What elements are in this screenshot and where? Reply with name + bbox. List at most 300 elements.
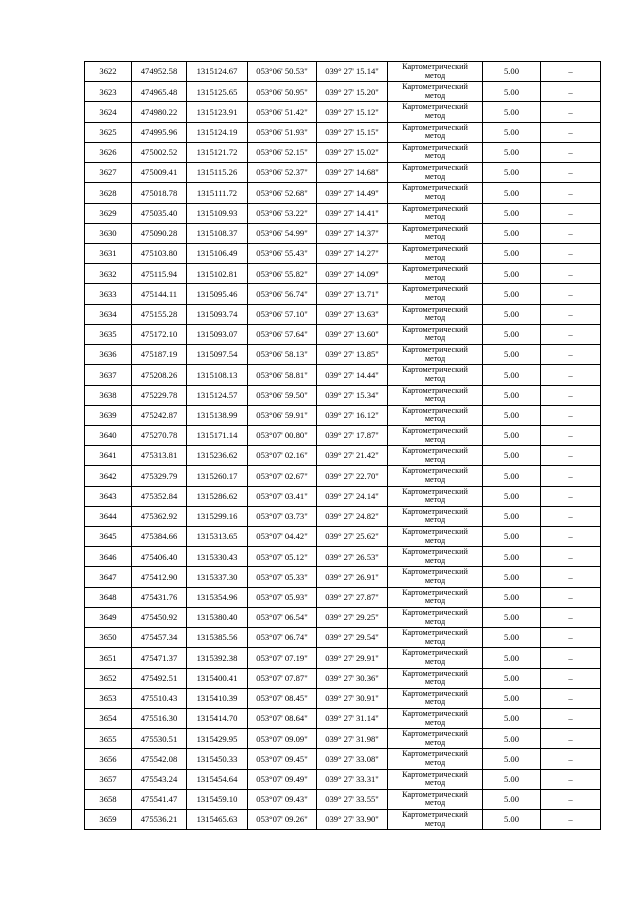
- x-coordinate-cell: 474980.22: [132, 102, 187, 122]
- note-cell: –: [541, 587, 601, 607]
- method-cell: Картометрический метод: [388, 345, 483, 365]
- latitude-cell: 053°07' 07.87": [248, 668, 317, 688]
- longitude-cell: 039° 27' 15.02": [317, 142, 388, 162]
- x-coordinate-cell: 475542.08: [132, 749, 187, 769]
- x-coordinate-cell: 475155.28: [132, 304, 187, 324]
- longitude-cell: 039° 27' 14.41": [317, 203, 388, 223]
- note-cell: –: [541, 203, 601, 223]
- accuracy-cell: 5.00: [483, 648, 541, 668]
- table-row: [85, 163, 601, 183]
- latitude-cell: 053°07' 05.93": [248, 587, 317, 607]
- table-row: [85, 102, 601, 122]
- latitude-cell: 053°06' 58.13": [248, 345, 317, 365]
- accuracy-cell: 5.00: [483, 425, 541, 445]
- point-number-cell: 3635: [85, 324, 132, 344]
- table-row: [85, 405, 601, 425]
- table-row: [85, 183, 601, 203]
- y-coordinate-cell: 1315429.95: [187, 729, 248, 749]
- point-number-cell: 3633: [85, 284, 132, 304]
- method-cell: Картометрический метод: [388, 62, 483, 82]
- y-coordinate-cell: 1315171.14: [187, 425, 248, 445]
- accuracy-cell: 5.00: [483, 62, 541, 82]
- point-number-cell: 3643: [85, 486, 132, 506]
- accuracy-cell: 5.00: [483, 587, 541, 607]
- x-coordinate-cell: 474952.58: [132, 62, 187, 82]
- note-cell: –: [541, 648, 601, 668]
- x-coordinate-cell: 475362.92: [132, 506, 187, 526]
- x-coordinate-cell: 475450.92: [132, 607, 187, 627]
- x-coordinate-cell: 475208.26: [132, 365, 187, 385]
- point-number-cell: 3632: [85, 264, 132, 284]
- y-coordinate-cell: 1315111.72: [187, 183, 248, 203]
- table-row: [85, 648, 601, 668]
- longitude-cell: 039° 27' 17.87": [317, 425, 388, 445]
- point-number-cell: 3659: [85, 810, 132, 830]
- point-number-cell: 3637: [85, 365, 132, 385]
- y-coordinate-cell: 1315260.17: [187, 466, 248, 486]
- accuracy-cell: 5.00: [483, 769, 541, 789]
- note-cell: –: [541, 385, 601, 405]
- longitude-cell: 039° 27' 33.90": [317, 810, 388, 830]
- latitude-cell: 053°07' 09.45": [248, 749, 317, 769]
- y-coordinate-cell: 1315108.37: [187, 223, 248, 243]
- method-cell: Картометрический метод: [388, 709, 483, 729]
- y-coordinate-cell: 1315392.38: [187, 648, 248, 668]
- method-cell: Картометрический метод: [388, 203, 483, 223]
- accuracy-cell: 5.00: [483, 163, 541, 183]
- method-cell: Картометрический метод: [388, 607, 483, 627]
- note-cell: –: [541, 688, 601, 708]
- longitude-cell: 039° 27' 29.54": [317, 628, 388, 648]
- latitude-cell: 053°06' 57.64": [248, 324, 317, 344]
- longitude-cell: 039° 27' 24.82": [317, 506, 388, 526]
- latitude-cell: 053°07' 09.26": [248, 810, 317, 830]
- x-coordinate-cell: 475541.47: [132, 789, 187, 809]
- x-coordinate-cell: 475471.37: [132, 648, 187, 668]
- table-row: [85, 385, 601, 405]
- point-number-cell: 3640: [85, 425, 132, 445]
- method-cell: Картометрический метод: [388, 729, 483, 749]
- table-row: [85, 607, 601, 627]
- accuracy-cell: 5.00: [483, 567, 541, 587]
- longitude-cell: 039° 27' 14.27": [317, 243, 388, 263]
- accuracy-cell: 5.00: [483, 324, 541, 344]
- table-row: [85, 264, 601, 284]
- table-row: [85, 345, 601, 365]
- latitude-cell: 053°06' 52.15": [248, 142, 317, 162]
- note-cell: –: [541, 284, 601, 304]
- note-cell: –: [541, 82, 601, 102]
- latitude-cell: 053°07' 09.43": [248, 789, 317, 809]
- y-coordinate-cell: 1315093.74: [187, 304, 248, 324]
- x-coordinate-cell: 475492.51: [132, 668, 187, 688]
- accuracy-cell: 5.00: [483, 203, 541, 223]
- longitude-cell: 039° 27' 16.12": [317, 405, 388, 425]
- latitude-cell: 053°07' 04.42": [248, 527, 317, 547]
- longitude-cell: 039° 27' 33.55": [317, 789, 388, 809]
- y-coordinate-cell: 1315115.26: [187, 163, 248, 183]
- table-row: [85, 223, 601, 243]
- x-coordinate-cell: 475412.90: [132, 567, 187, 587]
- note-cell: –: [541, 223, 601, 243]
- method-cell: Картометрический метод: [388, 810, 483, 830]
- point-number-cell: 3652: [85, 668, 132, 688]
- y-coordinate-cell: 1315354.96: [187, 587, 248, 607]
- note-cell: –: [541, 62, 601, 82]
- point-number-cell: 3625: [85, 122, 132, 142]
- method-cell: Картометрический метод: [388, 142, 483, 162]
- y-coordinate-cell: 1315454.64: [187, 769, 248, 789]
- y-coordinate-cell: 1315330.43: [187, 547, 248, 567]
- table-row: [85, 527, 601, 547]
- note-cell: –: [541, 163, 601, 183]
- y-coordinate-cell: 1315400.41: [187, 668, 248, 688]
- point-number-cell: 3657: [85, 769, 132, 789]
- longitude-cell: 039° 27' 13.60": [317, 324, 388, 344]
- longitude-cell: 039° 27' 14.44": [317, 365, 388, 385]
- note-cell: –: [541, 607, 601, 627]
- method-cell: Картометрический метод: [388, 304, 483, 324]
- latitude-cell: 053°06' 54.99": [248, 223, 317, 243]
- y-coordinate-cell: 1315102.81: [187, 264, 248, 284]
- point-number-cell: 3624: [85, 102, 132, 122]
- table-row: [85, 506, 601, 526]
- latitude-cell: 053°06' 53.22": [248, 203, 317, 223]
- longitude-cell: 039° 27' 13.85": [317, 345, 388, 365]
- x-coordinate-cell: 475242.87: [132, 405, 187, 425]
- point-number-cell: 3646: [85, 547, 132, 567]
- point-number-cell: 3649: [85, 607, 132, 627]
- accuracy-cell: 5.00: [483, 527, 541, 547]
- latitude-cell: 053°06' 51.93": [248, 122, 317, 142]
- y-coordinate-cell: 1315236.62: [187, 446, 248, 466]
- accuracy-cell: 5.00: [483, 668, 541, 688]
- table-body: [85, 62, 601, 830]
- y-coordinate-cell: 1315414.70: [187, 709, 248, 729]
- latitude-cell: 053°07' 08.45": [248, 688, 317, 708]
- point-number-cell: 3658: [85, 789, 132, 809]
- point-number-cell: 3651: [85, 648, 132, 668]
- latitude-cell: 053°07' 03.41": [248, 486, 317, 506]
- table-row: [85, 810, 601, 830]
- note-cell: –: [541, 506, 601, 526]
- table-row: [85, 668, 601, 688]
- table-row: [85, 729, 601, 749]
- accuracy-cell: 5.00: [483, 688, 541, 708]
- method-cell: Картометрический метод: [388, 122, 483, 142]
- point-number-cell: 3641: [85, 446, 132, 466]
- y-coordinate-cell: 1315093.07: [187, 324, 248, 344]
- latitude-cell: 053°07' 05.12": [248, 547, 317, 567]
- point-number-cell: 3656: [85, 749, 132, 769]
- longitude-cell: 039° 27' 14.49": [317, 183, 388, 203]
- accuracy-cell: 5.00: [483, 486, 541, 506]
- x-coordinate-cell: 475510.43: [132, 688, 187, 708]
- latitude-cell: 053°06' 51.42": [248, 102, 317, 122]
- y-coordinate-cell: 1315138.99: [187, 405, 248, 425]
- accuracy-cell: 5.00: [483, 243, 541, 263]
- accuracy-cell: 5.00: [483, 729, 541, 749]
- table-row: [85, 203, 601, 223]
- method-cell: Картометрический метод: [388, 223, 483, 243]
- accuracy-cell: 5.00: [483, 82, 541, 102]
- x-coordinate-cell: 475009.41: [132, 163, 187, 183]
- method-cell: Картометрический метод: [388, 102, 483, 122]
- accuracy-cell: 5.00: [483, 405, 541, 425]
- point-number-cell: 3634: [85, 304, 132, 324]
- table-row: [85, 365, 601, 385]
- x-coordinate-cell: 475035.40: [132, 203, 187, 223]
- x-coordinate-cell: 475103.80: [132, 243, 187, 263]
- method-cell: Картометрический метод: [388, 567, 483, 587]
- method-cell: Картометрический метод: [388, 425, 483, 445]
- method-cell: Картометрический метод: [388, 243, 483, 263]
- table-row: [85, 709, 601, 729]
- point-number-cell: 3630: [85, 223, 132, 243]
- accuracy-cell: 5.00: [483, 102, 541, 122]
- x-coordinate-cell: 475406.40: [132, 547, 187, 567]
- y-coordinate-cell: 1315380.40: [187, 607, 248, 627]
- point-number-cell: 3648: [85, 587, 132, 607]
- latitude-cell: 053°06' 57.10": [248, 304, 317, 324]
- x-coordinate-cell: 475543.24: [132, 769, 187, 789]
- point-number-cell: 3636: [85, 345, 132, 365]
- y-coordinate-cell: 1315108.13: [187, 365, 248, 385]
- note-cell: –: [541, 365, 601, 385]
- longitude-cell: 039° 27' 15.20": [317, 82, 388, 102]
- longitude-cell: 039° 27' 26.91": [317, 567, 388, 587]
- method-cell: Картометрический метод: [388, 648, 483, 668]
- x-coordinate-cell: 475090.28: [132, 223, 187, 243]
- x-coordinate-cell: 475002.52: [132, 142, 187, 162]
- note-cell: –: [541, 709, 601, 729]
- table-row: [85, 142, 601, 162]
- longitude-cell: 039° 27' 14.37": [317, 223, 388, 243]
- note-cell: –: [541, 769, 601, 789]
- latitude-cell: 053°07' 06.74": [248, 628, 317, 648]
- latitude-cell: 053°07' 09.49": [248, 769, 317, 789]
- note-cell: –: [541, 142, 601, 162]
- x-coordinate-cell: 474965.48: [132, 82, 187, 102]
- y-coordinate-cell: 1315121.72: [187, 142, 248, 162]
- latitude-cell: 053°06' 55.82": [248, 264, 317, 284]
- method-cell: Картометрический метод: [388, 264, 483, 284]
- y-coordinate-cell: 1315125.65: [187, 82, 248, 102]
- method-cell: Картометрический метод: [388, 668, 483, 688]
- note-cell: –: [541, 345, 601, 365]
- method-cell: Картометрический метод: [388, 446, 483, 466]
- table-row: [85, 284, 601, 304]
- method-cell: Картометрический метод: [388, 385, 483, 405]
- longitude-cell: 039° 27' 31.14": [317, 709, 388, 729]
- method-cell: Картометрический метод: [388, 749, 483, 769]
- longitude-cell: 039° 27' 25.62": [317, 527, 388, 547]
- method-cell: Картометрический метод: [388, 527, 483, 547]
- point-number-cell: 3639: [85, 405, 132, 425]
- method-cell: Картометрический метод: [388, 789, 483, 809]
- longitude-cell: 039° 27' 15.15": [317, 122, 388, 142]
- latitude-cell: 053°06' 59.91": [248, 405, 317, 425]
- method-cell: Картометрический метод: [388, 769, 483, 789]
- accuracy-cell: 5.00: [483, 506, 541, 526]
- point-number-cell: 3642: [85, 466, 132, 486]
- longitude-cell: 039° 27' 15.34": [317, 385, 388, 405]
- note-cell: –: [541, 304, 601, 324]
- y-coordinate-cell: 1315459.10: [187, 789, 248, 809]
- latitude-cell: 053°06' 52.68": [248, 183, 317, 203]
- longitude-cell: 039° 27' 27.87": [317, 587, 388, 607]
- point-number-cell: 3655: [85, 729, 132, 749]
- point-number-cell: 3626: [85, 142, 132, 162]
- accuracy-cell: 5.00: [483, 304, 541, 324]
- note-cell: –: [541, 628, 601, 648]
- method-cell: Картометрический метод: [388, 486, 483, 506]
- longitude-cell: 039° 27' 14.68": [317, 163, 388, 183]
- method-cell: Картометрический метод: [388, 163, 483, 183]
- table-row: [85, 587, 601, 607]
- table-row: [85, 324, 601, 344]
- latitude-cell: 053°07' 00.80": [248, 425, 317, 445]
- longitude-cell: 039° 27' 13.63": [317, 304, 388, 324]
- accuracy-cell: 5.00: [483, 385, 541, 405]
- x-coordinate-cell: 475530.51: [132, 729, 187, 749]
- y-coordinate-cell: 1315465.63: [187, 810, 248, 830]
- x-coordinate-cell: 475172.10: [132, 324, 187, 344]
- table-row: [85, 304, 601, 324]
- table-row: [85, 446, 601, 466]
- accuracy-cell: 5.00: [483, 749, 541, 769]
- x-coordinate-cell: 475144.11: [132, 284, 187, 304]
- point-number-cell: 3644: [85, 506, 132, 526]
- longitude-cell: 039° 27' 29.91": [317, 648, 388, 668]
- accuracy-cell: 5.00: [483, 709, 541, 729]
- point-number-cell: 3629: [85, 203, 132, 223]
- latitude-cell: 053°07' 09.09": [248, 729, 317, 749]
- y-coordinate-cell: 1315337.30: [187, 567, 248, 587]
- point-number-cell: 3628: [85, 183, 132, 203]
- point-number-cell: 3645: [85, 527, 132, 547]
- method-cell: Картометрический метод: [388, 82, 483, 102]
- note-cell: –: [541, 547, 601, 567]
- longitude-cell: 039° 27' 13.71": [317, 284, 388, 304]
- table-row: [85, 789, 601, 809]
- method-cell: Картометрический метод: [388, 547, 483, 567]
- x-coordinate-cell: 475536.21: [132, 810, 187, 830]
- method-cell: Картометрический метод: [388, 506, 483, 526]
- note-cell: –: [541, 486, 601, 506]
- latitude-cell: 053°06' 58.81": [248, 365, 317, 385]
- latitude-cell: 053°07' 03.73": [248, 506, 317, 526]
- point-number-cell: 3631: [85, 243, 132, 263]
- method-cell: Картометрический метод: [388, 466, 483, 486]
- latitude-cell: 053°06' 50.53": [248, 62, 317, 82]
- note-cell: –: [541, 102, 601, 122]
- longitude-cell: 039° 27' 30.36": [317, 668, 388, 688]
- y-coordinate-cell: 1315385.56: [187, 628, 248, 648]
- accuracy-cell: 5.00: [483, 223, 541, 243]
- note-cell: –: [541, 446, 601, 466]
- longitude-cell: 039° 27' 30.91": [317, 688, 388, 708]
- table-row: [85, 486, 601, 506]
- x-coordinate-cell: 474995.96: [132, 122, 187, 142]
- x-coordinate-cell: 475313.81: [132, 446, 187, 466]
- accuracy-cell: 5.00: [483, 284, 541, 304]
- accuracy-cell: 5.00: [483, 789, 541, 809]
- note-cell: –: [541, 810, 601, 830]
- x-coordinate-cell: 475431.76: [132, 587, 187, 607]
- point-number-cell: 3638: [85, 385, 132, 405]
- x-coordinate-cell: 475187.19: [132, 345, 187, 365]
- note-cell: –: [541, 668, 601, 688]
- note-cell: –: [541, 466, 601, 486]
- latitude-cell: 053°06' 55.43": [248, 243, 317, 263]
- x-coordinate-cell: 475270.78: [132, 425, 187, 445]
- longitude-cell: 039° 27' 15.12": [317, 102, 388, 122]
- table-row: [85, 466, 601, 486]
- y-coordinate-cell: 1315123.91: [187, 102, 248, 122]
- accuracy-cell: 5.00: [483, 365, 541, 385]
- method-cell: Картометрический метод: [388, 587, 483, 607]
- accuracy-cell: 5.00: [483, 142, 541, 162]
- table-row: [85, 628, 601, 648]
- table-row: [85, 425, 601, 445]
- method-cell: Картометрический метод: [388, 284, 483, 304]
- note-cell: –: [541, 425, 601, 445]
- accuracy-cell: 5.00: [483, 345, 541, 365]
- x-coordinate-cell: 475352.84: [132, 486, 187, 506]
- y-coordinate-cell: 1315109.93: [187, 203, 248, 223]
- note-cell: –: [541, 183, 601, 203]
- y-coordinate-cell: 1315095.46: [187, 284, 248, 304]
- point-number-cell: 3654: [85, 709, 132, 729]
- table-row: [85, 122, 601, 142]
- longitude-cell: 039° 27' 33.08": [317, 749, 388, 769]
- method-cell: Картометрический метод: [388, 183, 483, 203]
- point-number-cell: 3622: [85, 62, 132, 82]
- point-number-cell: 3647: [85, 567, 132, 587]
- accuracy-cell: 5.00: [483, 446, 541, 466]
- accuracy-cell: 5.00: [483, 628, 541, 648]
- coordinates-table: [84, 61, 601, 830]
- note-cell: –: [541, 789, 601, 809]
- x-coordinate-cell: 475115.94: [132, 264, 187, 284]
- accuracy-cell: 5.00: [483, 810, 541, 830]
- y-coordinate-cell: 1315410.39: [187, 688, 248, 708]
- x-coordinate-cell: 475457.34: [132, 628, 187, 648]
- y-coordinate-cell: 1315124.57: [187, 385, 248, 405]
- point-number-cell: 3650: [85, 628, 132, 648]
- note-cell: –: [541, 567, 601, 587]
- longitude-cell: 039° 27' 15.14": [317, 62, 388, 82]
- point-number-cell: 3627: [85, 163, 132, 183]
- note-cell: –: [541, 122, 601, 142]
- latitude-cell: 053°07' 05.33": [248, 567, 317, 587]
- note-cell: –: [541, 527, 601, 547]
- table-row: [85, 769, 601, 789]
- method-cell: Картометрический метод: [388, 688, 483, 708]
- latitude-cell: 053°06' 59.50": [248, 385, 317, 405]
- note-cell: –: [541, 324, 601, 344]
- y-coordinate-cell: 1315286.62: [187, 486, 248, 506]
- y-coordinate-cell: 1315124.67: [187, 62, 248, 82]
- x-coordinate-cell: 475384.66: [132, 527, 187, 547]
- accuracy-cell: 5.00: [483, 547, 541, 567]
- longitude-cell: 039° 27' 26.53": [317, 547, 388, 567]
- accuracy-cell: 5.00: [483, 607, 541, 627]
- point-number-cell: 3653: [85, 688, 132, 708]
- accuracy-cell: 5.00: [483, 183, 541, 203]
- y-coordinate-cell: 1315450.33: [187, 749, 248, 769]
